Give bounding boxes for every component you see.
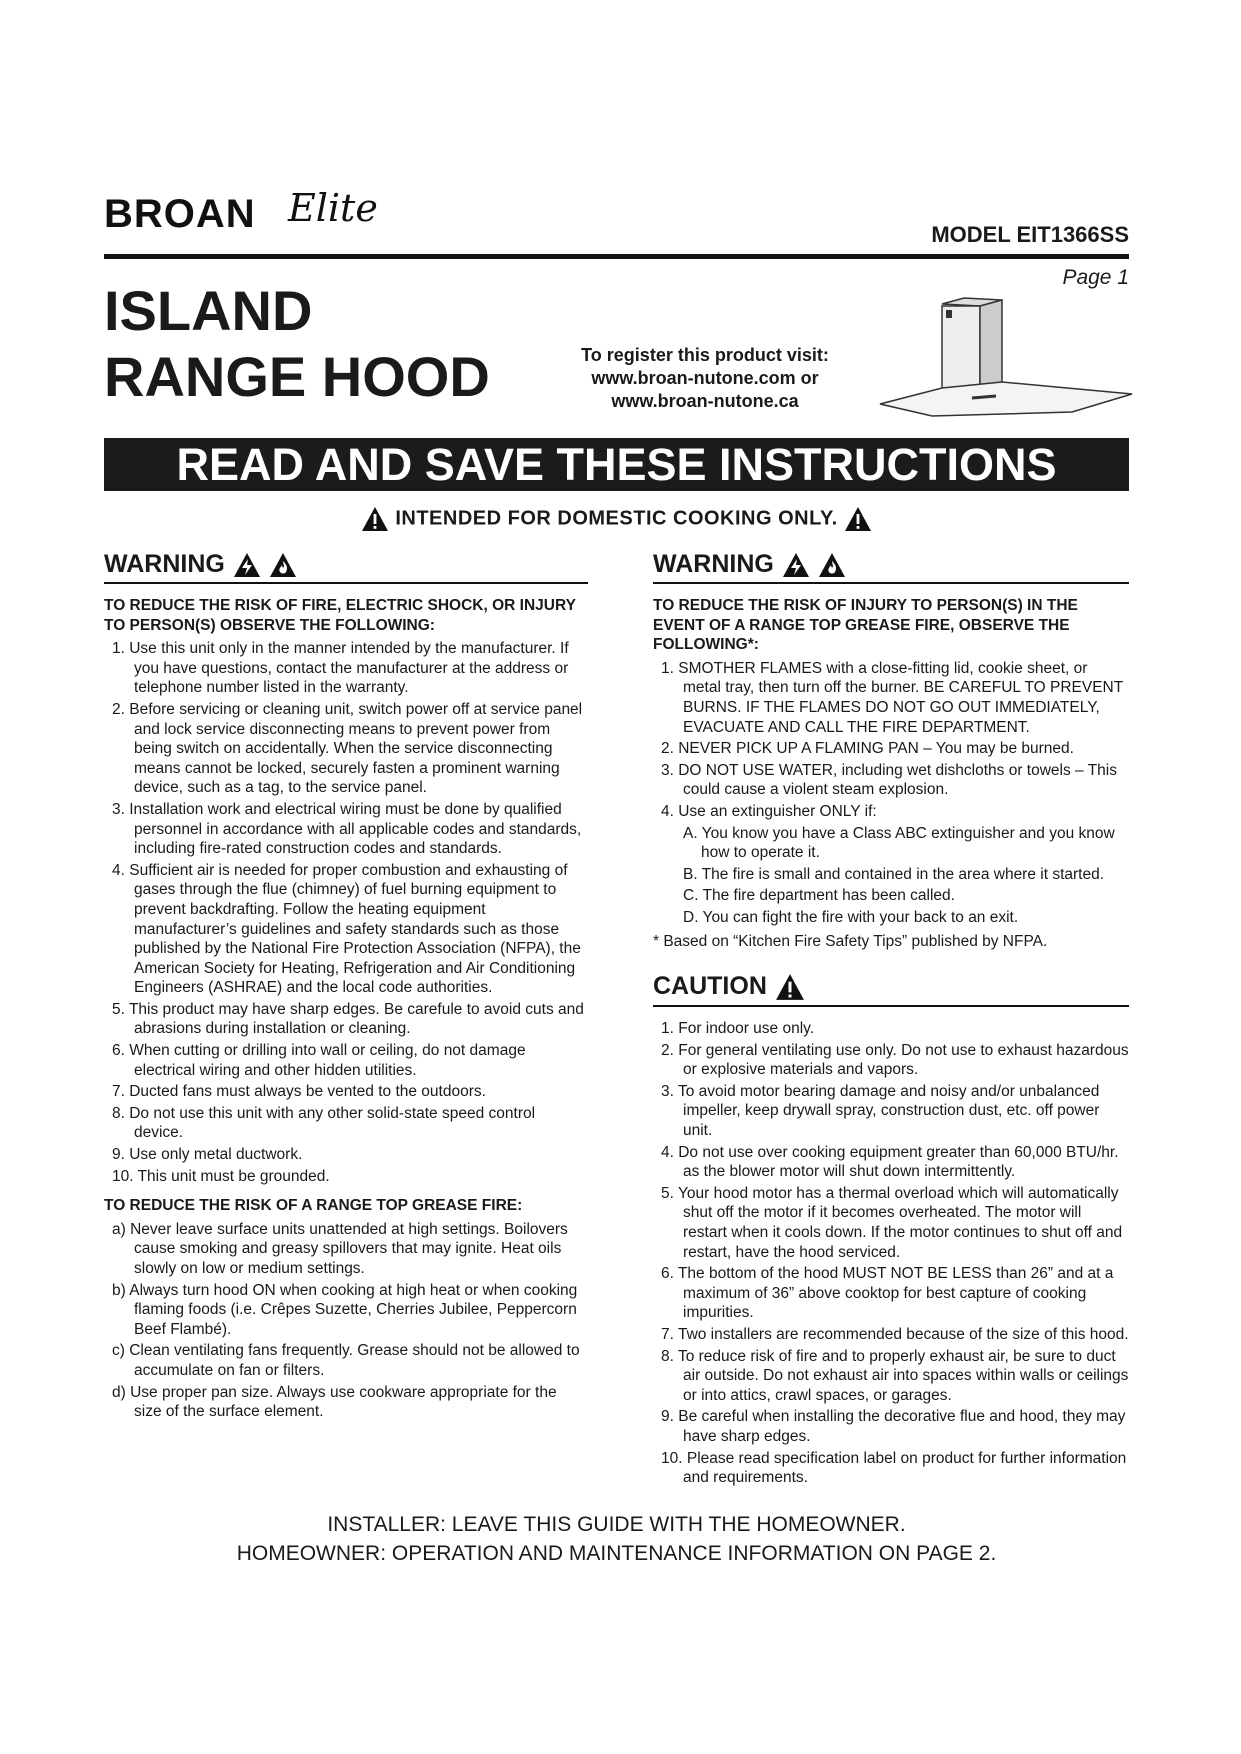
footer-line-1: INSTALLER: LEAVE THIS GUIDE WITH THE HOMEOWNER.	[327, 1513, 906, 1536]
range-hood-illustration	[872, 296, 1142, 420]
list-item: 10. This unit must be grounded.	[112, 1167, 330, 1185]
title-line-1: ISLAND	[104, 279, 313, 342]
warning-triangle-icon	[361, 506, 389, 532]
footer-notice	[104, 1510, 1129, 1568]
list-item: 8. Do not use this unit with any other solid-state speed control device.	[112, 1104, 536, 1142]
left-warning-heading	[104, 552, 588, 584]
left-warning-column	[104, 552, 588, 1424]
list-item: 2. Before servicing or cleaning unit, switch power off at service panel and lock service disconnecting means to prevent power from being switch on accidentally. When the service disconnecting means cannot be locked, securely fasten a prominent warning device, such as a tag, to the service panel.	[112, 700, 583, 797]
register-info	[560, 344, 850, 413]
list-item: 1. Use this unit only in the manner intended by the manufacturer. If you have questions, contact the manufacturer at the address or telephone number listed in the warranty.	[112, 640, 569, 697]
caution-heading	[653, 973, 1129, 1007]
list-item: 1. For indoor use only.	[661, 1020, 815, 1038]
register-line-1: To register this product visit:	[581, 345, 829, 365]
left-warning-list	[104, 639, 588, 1186]
list-subitem: A. You know you have a Class ABC extinguisher and you know how to operate it.	[683, 824, 1115, 862]
list-item: 9. Use only metal ductwork.	[112, 1146, 303, 1164]
list-item: 4. Use an extinguisher ONLY if:	[661, 802, 877, 820]
left-warning-subheading: TO REDUCE THE RISK OF FIRE, ELECTRIC SHOCK, OR INJURY TO PERSON(S) OBSERVE THE FOLLOWING:	[104, 597, 576, 634]
header-rule	[104, 254, 1129, 259]
right-warning-column	[653, 552, 1129, 1490]
fire-hazard-icon	[818, 552, 846, 578]
caution-list	[653, 1019, 1129, 1488]
list-item: c) Clean ventilating fans frequently. Grease should not be allowed to accumulate on fan or filters.	[112, 1342, 580, 1379]
caution-title: CAUTION	[653, 972, 767, 1001]
list-subitem: B. The fire is small and contained in the area where it started.	[683, 865, 1105, 883]
list-item: 3. To avoid motor bearing damage and noisy and/or unbalanced impeller, keep drywall spray, construction dust, etc. off power unit.	[661, 1082, 1100, 1140]
list-item: a) Never leave surface units unattended at high settings. Boilovers cause smoking and greasy spillovers that may ignite. Heat oils slowly on low or medium settings.	[112, 1220, 568, 1277]
list-item: 6. When cutting or drilling into wall or ceiling, do not damage electrical wiring and other hidden utilities.	[112, 1042, 526, 1079]
list-subitem: D. You can fight the fire with your back to an exit.	[683, 908, 1019, 926]
right-warning-title: WARNING	[653, 550, 774, 579]
list-item: 3. Installation work and electrical wiring must be done by qualified personnel in accordance with all applicable codes and standards, including fire-rated construction codes and standards.	[112, 800, 582, 858]
list-item: 7. Ducted fans must always be vented to the outdoors.	[112, 1083, 486, 1101]
left-warning-title: WARNING	[104, 550, 225, 579]
warning-triangle-icon	[844, 506, 872, 532]
fire-hazard-icon	[269, 552, 297, 578]
electric-shock-icon	[782, 552, 810, 578]
register-line-2: www.broan-nutone.com or	[591, 368, 819, 388]
list-item: 5. Your hood motor has a thermal overload which will automatically shut off the motor if it becomes overheated. The motor will restart when it cools down. If the motor continues to shut off and restart, have the hood serviced.	[661, 1184, 1123, 1261]
list-item: b) Always turn hood ON when cooking at high heat or when cooking flaming foods (i.e. Crêpes Suzette, Cherries Jubilee, Peppercorn Beef Flambé).	[112, 1281, 578, 1338]
warning-triangle-icon	[775, 973, 805, 1001]
domestic-text: INTENDED FOR DOMESTIC COOKING ONLY.	[395, 507, 838, 530]
list-item: 2. For general ventilating use only. Do not use to exhaust hazardous or explosive materials and vapors.	[661, 1041, 1129, 1079]
list-item: 5. This product may have sharp edges. Be carefule to avoid cuts and abrasions during installation or cleaning.	[112, 1000, 584, 1038]
domestic-use-notice	[104, 506, 1129, 532]
list-item: 2. NEVER PICK UP A FLAMING PAN – You may be burned.	[661, 740, 1074, 758]
grease-fire-subheading: TO REDUCE THE RISK OF A RANGE TOP GREASE FIRE:	[104, 1197, 523, 1215]
list-item: 7. Two installers are recommended because of the size of this hood.	[661, 1326, 1129, 1343]
nfpa-footnote: * Based on “Kitchen Fire Safety Tips” published by NFPA.	[653, 932, 1048, 950]
brand-script-logo: Elite	[288, 186, 378, 230]
footer-line-2: HOMEOWNER: OPERATION AND MAINTENANCE INFORMATION ON PAGE 2.	[236, 1542, 997, 1565]
model-number: MODEL EIT1366SS	[931, 222, 1129, 247]
list-item: 4. Do not use over cooking equipment greater than 60,000 BTU/hr. as the blower motor will shut down intermittently.	[661, 1143, 1119, 1181]
list-subitem: C. The fire department has been called.	[683, 887, 955, 905]
list-item: d) Use proper pan size. Always use cookware appropriate for the size of the surface element.	[112, 1383, 557, 1421]
electric-shock-icon	[233, 552, 261, 578]
title-line-2: RANGE HOOD	[104, 345, 490, 408]
list-item: 1. SMOTHER FLAMES with a close-fitting lid, cookie sheet, or metal tray, then turn off the burner. BE CAREFUL TO PREVENT BURNS. IF THE FLAMES DO NOT GO OUT IMMEDIATELY, EVACUATE AND CALL THE FIRE DEPARTMENT.	[661, 659, 1123, 736]
list-item: 10. Please read specification label on product for further information and requirements.	[661, 1449, 1127, 1487]
page-title	[104, 278, 490, 410]
register-line-3: www.broan-nutone.ca	[611, 391, 799, 411]
instructions-banner: READ AND SAVE THESE INSTRUCTIONS	[104, 438, 1129, 491]
grease-fire-response-list	[653, 659, 1129, 928]
page-number: Page 1	[1062, 266, 1129, 289]
brand-logo: BROAN	[104, 192, 256, 236]
list-item: 8. To reduce risk of fire and to properly exhaust air, be sure to duct air outside. Do not exhaust air into spaces within walls or ceilings or into attics, crawl spaces, or garages.	[661, 1347, 1129, 1404]
list-item: 9. Be careful when installing the decorative flue and hood, they may have sharp edges.	[661, 1408, 1126, 1445]
list-item: 6. The bottom of the hood MUST NOT BE LESS than 26” and at a maximum of 36” above cooktop for best capture of cooking impurities.	[661, 1265, 1114, 1322]
right-warning-subheading: TO REDUCE THE RISK OF INJURY TO PERSON(S) IN THE EVENT OF A RANGE TOP GREASE FIRE, OBSERVE THE FOLLOWING*:	[653, 597, 1078, 654]
grease-fire-list	[104, 1220, 588, 1422]
list-item: 3. DO NOT USE WATER, including wet dishcloths or towels – This could cause a violent steam explosion.	[661, 761, 1117, 799]
right-warning-heading	[653, 552, 1129, 584]
list-item: 4. Sufficient air is needed for proper combustion and exhausting of gases through the flue (chimney) of fuel burning equipment to prevent backdrafting. Follow the heating equipment manufacturer’s guidelines and safety standards such as those published by the National Fire Protection Association (NFPA), the American Society for Heating, Refrigeration and Air Conditioning Engineers (ASHRAE) and the local code authorities.	[112, 861, 581, 997]
